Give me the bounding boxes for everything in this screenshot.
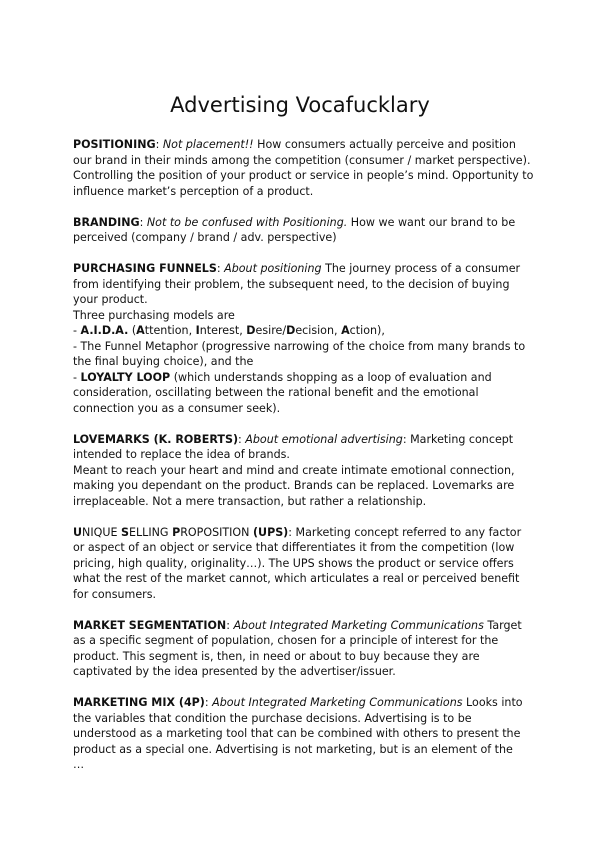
term-definition: Target as a specific segment of population, chosen for a principle of interest for the product. This segment is, then, in need or about to buy because they are captivated by the idea presented by the advertiser/issuer. [73, 618, 522, 678]
document-body [73, 137, 535, 788]
ups-word: ELLING [128, 525, 173, 539]
model-loyalty-loop [73, 370, 535, 417]
list-dash: - [73, 324, 81, 337]
model-loyalty-text: (which understands shopping as a loop of evaluation and consideration, oscillating between the rational benefit and the emotional connection you as a consumer seek). [73, 370, 492, 415]
term-definition: How we want our brand to be perceived (company / brand / adv. perspective) [73, 215, 516, 244]
entry-paragraph [73, 261, 535, 308]
term-separator: : [216, 262, 225, 275]
term-note: Not placement!! [162, 138, 254, 151]
term-note: About positioning [224, 262, 322, 275]
term-note: Not to be confused with Positioning. [146, 215, 348, 229]
term-heading: BRANDING [73, 215, 140, 229]
term-separator: : [155, 138, 163, 151]
ups-letter-p: P [172, 525, 181, 539]
aida-letter-a: A [136, 324, 145, 337]
entry-paragraph-2: Meant to reach your heart and mind and create intimate emotional connection, making you dependant on the product. Brands can be replaced. Lovemarks are irreplaceable. Not a mere transaction, but rather a relationship. [73, 463, 515, 508]
term-separator: : [238, 432, 246, 446]
term-heading: LOVEMARKS (K. ROBERTS) [73, 432, 239, 446]
term-definition: : Marketing concept referred to any factor or aspect of an object or service that differentiates it from the competition (low pricing, high quality, originality…). The UPS shows the product or service offers what the rest of the market cannot, which articulates a real or perceived benefit for consumers. [73, 525, 522, 601]
document-title: Advertising Vocafucklary [170, 93, 430, 117]
term-separator: : [204, 696, 213, 709]
term-definition: How consumers actually perceive and position our brand in their minds among the competition (consumer / market perspective). Controlling the position of your product or service in people’s mind. Opportunity to influence market’s perception of a product. [73, 138, 534, 198]
term-note: About emotional advertising [245, 432, 403, 446]
term-definition: The journey process of a consumer from identifying their problem, the subsequent need, to the decision of buying your product. [73, 262, 521, 306]
term-definition: Looks into the variables that condition the purchase decisions. Advertising is to be understood as a marketing tool that can be combined with others to present the product as a special one. Advertising is not marketing, but is an element of the [73, 696, 523, 756]
term-separator: : [226, 618, 234, 632]
list-dash: - [73, 370, 81, 384]
term-note: About Integrated Marketing Communications [233, 618, 484, 632]
models-intro: Three purchasing models are [73, 308, 235, 322]
entry-branding [73, 215, 535, 246]
term-heading: MARKET SEGMENTATION [73, 618, 227, 632]
term-heading: POSITIONING [73, 138, 156, 151]
entry-purchasing-funnels [73, 261, 535, 416]
aida-letter-d2: D [286, 324, 296, 337]
ups-word: ROPOSITION [180, 525, 253, 539]
aida-letter-d: D [246, 324, 256, 337]
entry-lovemarks [73, 432, 535, 510]
term-note: About Integrated Marketing Communications [212, 696, 463, 709]
ups-abbr: (UPS) [252, 525, 289, 539]
aida-letter-a2: A [341, 324, 350, 337]
entry-paragraph [73, 618, 535, 680]
model-funnel-metaphor: - The Funnel Metaphor (progressive narrowing of the choice from many brands to the final buying choice), and the [73, 339, 526, 368]
aida-word: nterest, [199, 324, 247, 337]
aida-word: ction), [349, 324, 385, 337]
entry-ups [73, 525, 535, 603]
ups-letter-u: U [73, 525, 83, 539]
term-heading: MARKETING MIX (4P) [73, 696, 205, 709]
aida-letter-i: I [195, 324, 200, 337]
entry-market-segmentation [73, 618, 535, 680]
term-definition: : Marketing concept intended to replace the idea of brands. [73, 432, 514, 461]
aida-word: ecision, [295, 324, 342, 337]
model-aida-term: A.I.D.A. [80, 324, 129, 337]
aida-word: ttention, [144, 324, 196, 337]
model-loyalty-term: LOYALTY LOOP [80, 370, 171, 384]
entry-positioning [73, 137, 535, 199]
term-heading: PURCHASING FUNNELS [73, 262, 217, 275]
aida-open: ( [128, 324, 137, 337]
entry-paragraph [73, 137, 535, 199]
entry-paragraph [73, 432, 535, 463]
ups-letter-s: S [120, 525, 129, 539]
entry-paragraph [73, 695, 535, 757]
ups-word: NIQUE [82, 525, 121, 539]
entry-marketing-mix [73, 695, 535, 773]
aida-word: esire/ [255, 324, 287, 337]
model-aida [73, 323, 535, 339]
continuation-ellipsis: … [73, 758, 85, 771]
term-separator: : [139, 215, 147, 229]
entry-paragraph [73, 215, 535, 246]
entry-paragraph [73, 525, 535, 603]
